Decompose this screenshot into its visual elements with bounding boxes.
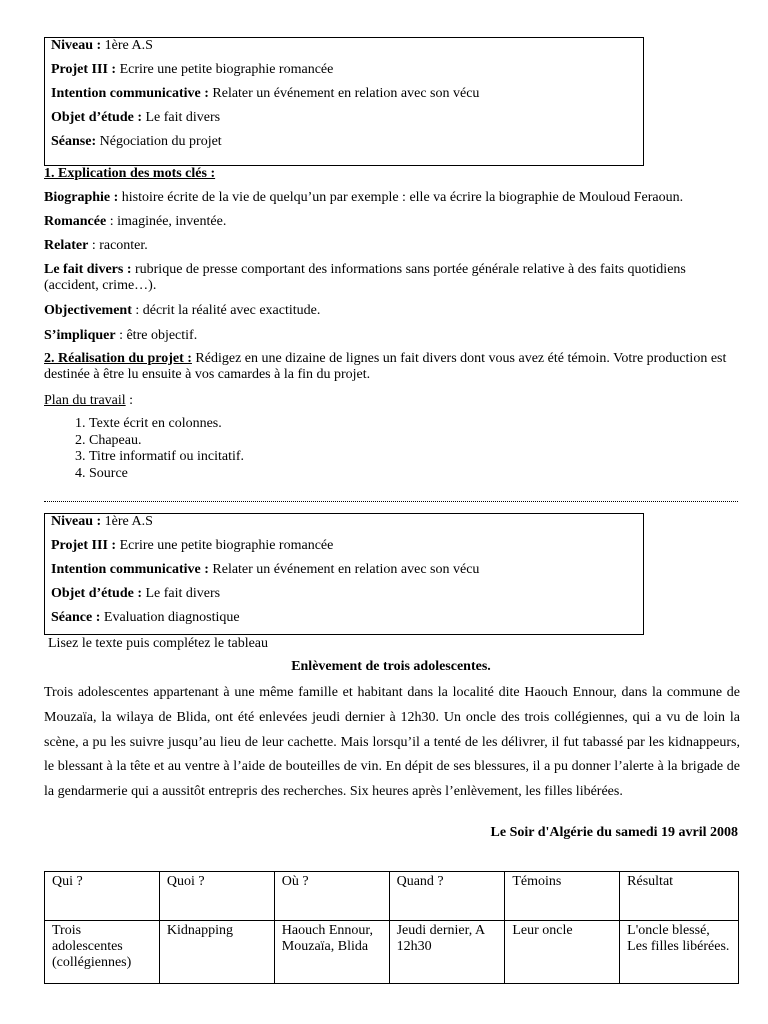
exercise-instruction: Lisez le texte puis complétez le tableau (48, 636, 269, 651)
table-row (45, 921, 739, 984)
definition-text: : décrit la réalité avec exactitude. (131, 303, 321, 318)
definition-text: : imaginée, inventée. (106, 214, 227, 229)
niveau-line (51, 38, 637, 62)
table-header-row (45, 872, 739, 921)
table-cell: L'oncle blessé, Les filles libérées. (620, 921, 739, 984)
seance-value: Evaluation diagnostique (103, 610, 240, 625)
list-item: 3. Titre informatif ou incitatif. (89, 449, 244, 466)
definition-romancee (44, 214, 738, 230)
definition-text: : raconter. (88, 238, 148, 253)
table-cell: Jeudi dernier, A 12h30 (389, 921, 505, 984)
list-item: 1. Texte écrit en colonnes. (89, 416, 244, 433)
header-box-1 (44, 37, 644, 166)
seance-line (51, 610, 637, 634)
definition-text: histoire écrite de la vie de quelqu’un par exemple : elle va écrire la biographie de Mouloud Feraoun. (118, 190, 684, 205)
section2-heading: 2. Réalisation du projet : (44, 351, 192, 366)
plan-suffix: : (125, 393, 134, 408)
intention-value: Relater un événement en relation avec son vécu (212, 86, 480, 101)
objet-label: Objet d’étude : (51, 586, 142, 601)
section1-title (44, 166, 738, 182)
plan-label: Plan du travail (44, 393, 126, 408)
definition-term: Objectivement (44, 303, 132, 318)
seance-value: Négociation du projet (99, 134, 222, 149)
table-header-cell: Résultat (620, 872, 739, 921)
projet-label: Projet III : (51, 62, 117, 77)
niveau-label: Niveau : (51, 38, 102, 53)
objet-line (51, 110, 637, 134)
article-source: Le Soir d'Algérie du samedi 19 avril 2008 (490, 825, 738, 840)
list-item: 4. Source (89, 466, 244, 483)
projet-line (51, 538, 637, 562)
niveau-label: Niveau : (51, 514, 102, 529)
intention-line (51, 86, 637, 110)
definition-text: : être objectif. (115, 328, 198, 343)
definition-biographie (44, 190, 738, 206)
table-header-cell: Quand ? (389, 872, 505, 921)
table-header-cell: Quoi ? (159, 872, 274, 921)
definition-impliquer (44, 328, 738, 344)
niveau-line (51, 514, 637, 538)
objet-value: Le fait divers (145, 110, 221, 125)
section1-heading: 1. Explication des mots clés : (44, 166, 216, 181)
intention-line (51, 562, 637, 586)
table-header-cell: Où ? (274, 872, 389, 921)
objet-line (51, 586, 637, 610)
table-header-cell: Témoins (505, 872, 620, 921)
definition-objectivement (44, 303, 738, 319)
seance-line (51, 134, 637, 158)
table-cell: Trois adolescentes (collégiennes) (45, 921, 160, 984)
dotted-separator (44, 491, 738, 502)
definition-term: Biographie : (44, 190, 119, 205)
article-title: Enlèvement de trois adolescentes. (291, 659, 491, 674)
niveau-value: 1ère A.S (104, 514, 153, 529)
definition-term: Le fait divers : (44, 262, 132, 277)
plan-line (44, 393, 738, 409)
seance-label: Séanse: (51, 134, 97, 149)
intention-label: Intention communicative : (51, 562, 209, 577)
objet-value: Le fait divers (145, 586, 221, 601)
intention-label: Intention communicative : (51, 86, 209, 101)
niveau-value: 1ère A.S (104, 38, 153, 53)
table-cell: Kidnapping (159, 921, 274, 984)
table-cell: Haouch Ennour, Mouzaïa, Blida (274, 921, 389, 984)
intention-value: Relater un événement en relation avec son vécu (212, 562, 480, 577)
definition-text: rubrique de presse comportant des informations sans portée générale relative à des faits quotidiens (accident, crime…). (44, 262, 686, 293)
plan-list (44, 416, 244, 482)
seance-label: Séance : (51, 610, 101, 625)
definition-relater (44, 238, 738, 254)
objet-label: Objet d’étude : (51, 110, 142, 125)
definition-term: Romancée (44, 214, 107, 229)
table-cell: Leur oncle (505, 921, 620, 984)
projet-line (51, 62, 637, 86)
article-text: Trois adolescentes appartenant à une même famille et habitant dans la localité dite Haouch Ennour, dans la commune de Mouzaïa, la wilaya de Blida, ont été enlevées jeudi dernier à 12h30. Un oncle des trois collégiennes, qui a vu de loin la scène, a pu les suivre jusqu’au lieu de leur cachette. Mais lorsqu’il a tenté de les délivrer, il fut tabassé par les kidnappeurs, le blessant à la tête et au ventre à l’aide de bouteilles de vin. En dépit de ses blessures, il a pu donner l’alerte à la brigade de la gendarmerie qui a aussitôt entrepris des recherches. Six heures après l’enlèvement, les filles libérées. (44, 685, 740, 800)
definition-term: Relater (44, 238, 89, 253)
header-box-2 (44, 513, 644, 635)
list-item: 2. Chapeau. (89, 433, 244, 450)
section2-paragraph (44, 351, 738, 383)
summary-table (44, 871, 739, 984)
table-header-cell: Qui ? (45, 872, 160, 921)
definition-term: S’impliquer (44, 328, 116, 343)
projet-value: Ecrire une petite biographie romancée (119, 62, 334, 77)
projet-value: Ecrire une petite biographie romancée (119, 538, 334, 553)
definition-fait-divers (44, 262, 738, 294)
section2-text: Rédigez en une dizaine de lignes un fait divers dont vous avez été témoin. Votre production est destinée à être lu ensuite à vos camardes à la fin du projet. (44, 351, 727, 382)
projet-label: Projet III : (51, 538, 117, 553)
